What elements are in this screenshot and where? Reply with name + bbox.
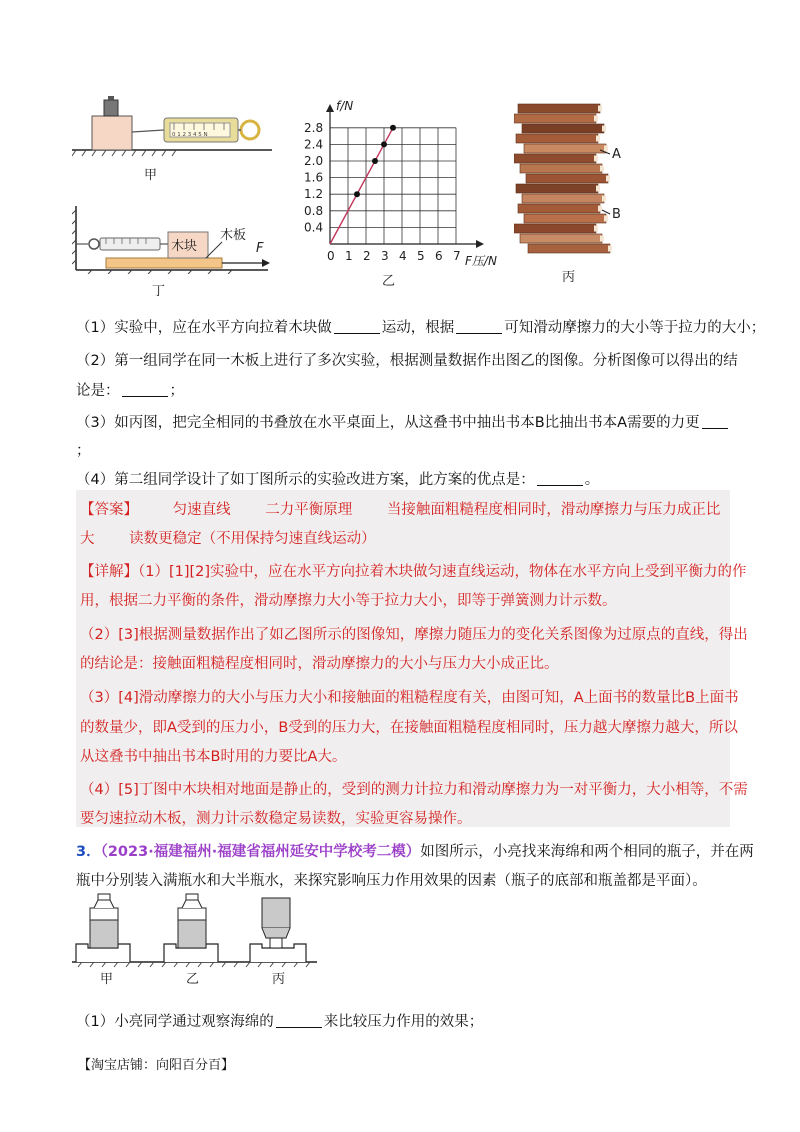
question3-sub1: （1）小亮同学通过观察海绵的 来比较压力作用的效果； <box>76 1014 484 1030</box>
detail-tag: 【详解】 <box>80 564 138 580</box>
spring-scale-marks: 0 1 2 3 4 5 N <box>172 132 208 138</box>
book <box>520 234 602 243</box>
question-2-line1: （2）第一组同学在同一木板上进行了多次实验，根据测量数据作出图乙的图像。分析图像可以得出的结 <box>76 353 738 369</box>
block-label: 木块 <box>171 239 198 254</box>
book <box>522 194 604 203</box>
y-tick-label: 0.8 <box>304 203 324 218</box>
book-pages <box>600 236 604 242</box>
figure-yi-chart <box>300 98 510 274</box>
x-tick-label: 2 <box>363 249 371 263</box>
answer-item-1: 匀速直线 <box>172 502 231 518</box>
question3-number: 3． <box>76 844 101 860</box>
book-pages <box>594 116 598 122</box>
question-3-line2: ； <box>76 443 91 459</box>
book <box>514 224 596 233</box>
detail-line-8: （4）[5]丁图中木块相对地面是静止的，受到的测力计拉力和滑动摩擦力为一对平衡力，大小相等，不需 <box>80 782 748 798</box>
question-4: （4）第二组同学设计了如丁图所示的实验改进方案，此方案的优点是： 。 <box>76 472 600 488</box>
figure-bing <box>514 100 634 260</box>
y-axis-arrow <box>326 104 334 112</box>
book <box>516 134 598 143</box>
blank-5[interactable] <box>537 471 583 486</box>
answer-line-1 <box>80 500 720 520</box>
x-axis-arrow <box>476 240 484 248</box>
detail-line-9: 要匀速拉动木板，测力计示数稳定易读数，实验更容易操作。 <box>80 811 472 827</box>
footer: 【淘宝店铺：向阳百分百】 <box>78 1058 235 1073</box>
book-pages <box>596 136 600 142</box>
x-tick-label: 0 <box>327 249 335 263</box>
x-tick-label: 4 <box>399 249 407 263</box>
x-tick-label: 1 <box>345 249 353 263</box>
book <box>514 154 596 163</box>
question-2-line2: 论是： ； <box>76 383 184 399</box>
x-tick-label: 7 <box>453 249 461 263</box>
book-pages <box>598 106 602 112</box>
book-pages <box>604 146 608 152</box>
label-b: B <box>612 207 621 222</box>
answer-item-5: 读数更稳定（不用保持匀速直线运动） <box>129 531 376 547</box>
detail-line-1: 【详解】（1）[1][2]实验中，应在水平方向拉着木块做匀速直线运动，物体在水平方向上受到平衡力的作 <box>80 564 747 580</box>
book <box>528 244 610 253</box>
detail-line-7: 从这叠书中抽出书本B时用的力要比A大。 <box>80 749 347 765</box>
detail-line-2: 用，根据二力平衡的条件，滑动摩擦力大小等于拉力大小，即等于弹簧测力计示数。 <box>80 593 617 609</box>
answer-line-2 <box>80 529 376 549</box>
book <box>516 184 598 193</box>
force-label: F <box>256 241 264 256</box>
blank-6[interactable] <box>276 1013 322 1028</box>
detail-line-6: 的数量少，即A受到的压力小，B受到的压力大，在接触面粗糙程度相同时，压力越大摩擦力越大，所以 <box>80 720 738 736</box>
blank-4[interactable] <box>702 414 728 429</box>
blank-3[interactable] <box>122 382 168 397</box>
question-1: （1）实验中，应在水平方向拉着木块做 运动，根据 可知滑动摩擦力的大小等于拉力的大小； <box>76 320 766 336</box>
book-pages <box>608 246 612 252</box>
caption-bing: 丙 <box>562 270 576 285</box>
caption-jia: 甲 <box>144 168 158 183</box>
book-pages <box>602 196 606 202</box>
answer-item-3: 当接触面粗糙程度相同时，滑动摩擦力与压力成正比 <box>386 502 721 518</box>
y-axis-label: f/N <box>336 99 354 113</box>
book-pages <box>594 226 598 232</box>
board-label: 木板 <box>220 228 247 243</box>
book-pages <box>600 166 604 172</box>
y-tick-label: 2.4 <box>304 137 324 152</box>
y-tick-label: 2.8 <box>304 120 324 135</box>
data-point <box>381 141 387 147</box>
book-pages <box>594 156 598 162</box>
data-point <box>354 191 360 197</box>
book <box>522 124 604 133</box>
question-3-line1: （3）如丙图，把完全相同的书叠放在水平桌面上，从这叠书中抽出书本B比抽出书本A需要的力更 <box>76 413 730 433</box>
y-tick-label: 1.2 <box>304 187 324 202</box>
blank-2[interactable] <box>456 319 502 334</box>
book-pages <box>598 206 602 212</box>
data-point <box>390 125 396 131</box>
book <box>526 174 608 183</box>
caption-bottle-yi: 乙 <box>186 972 200 987</box>
question3-line2: 瓶中分别装入满瓶水和大半瓶水，来探究影响压力作用效果的因素（瓶子的底部和瓶盖都是平面）。 <box>76 873 707 889</box>
book-pages <box>604 216 608 222</box>
figure-jia <box>72 92 272 162</box>
book-pages <box>606 176 610 182</box>
x-axis-label: F压/N <box>465 254 497 268</box>
caption-ding: 丁 <box>152 284 166 299</box>
book <box>524 144 606 153</box>
y-tick-label: 0.4 <box>304 220 324 235</box>
detail-line-4: 的结论是：接触面粗糙程度相同时，滑动摩擦力的大小与压力大小成正比。 <box>80 656 559 672</box>
book-pages <box>596 186 600 192</box>
answer-item-4: 大 <box>80 531 95 547</box>
y-tick-label: 2.0 <box>304 154 324 168</box>
caption-bottle-jia: 甲 <box>100 972 114 987</box>
book <box>520 164 602 173</box>
book <box>518 104 600 113</box>
label-a: A <box>612 147 621 162</box>
answer-item-2: 二力平衡原理 <box>265 502 353 518</box>
question3-line1: 3．（2023·福建福州·福建省福州延安中学校考二模）如图所示，小亮找来海绵和两个相同的瓶子，并在两 <box>76 844 754 860</box>
detail-line-3: （2）[3]根据测量数据作出了如乙图所示的图像知，摩擦力随压力的变化关系图像为过原点的直线，得出 <box>80 627 748 643</box>
figure-ding <box>72 204 272 274</box>
answer-tag: 【答案】 <box>80 502 138 518</box>
question3-source: （2023·福建福州·福建省福州延安中学校考二模） <box>100 844 421 860</box>
pointer-b <box>602 210 610 214</box>
x-tick-label: 6 <box>435 249 443 263</box>
caption-yi: 乙 <box>382 274 396 289</box>
x-tick-label: 3 <box>381 249 389 263</box>
book <box>514 114 596 123</box>
caption-bottle-bing: 丙 <box>272 972 286 987</box>
y-tick-label: 1.6 <box>304 170 324 185</box>
blank-1[interactable] <box>334 319 380 334</box>
book <box>524 214 606 223</box>
book-pages <box>602 126 606 132</box>
book <box>518 204 600 213</box>
x-tick-label: 5 <box>417 249 425 263</box>
detail-line-5: （3）[4]滑动摩擦力的大小与压力大小和接触面的粗糙程度有关，由图可知，A上面书的数量比B上面书 <box>80 690 739 706</box>
data-point <box>372 158 378 164</box>
